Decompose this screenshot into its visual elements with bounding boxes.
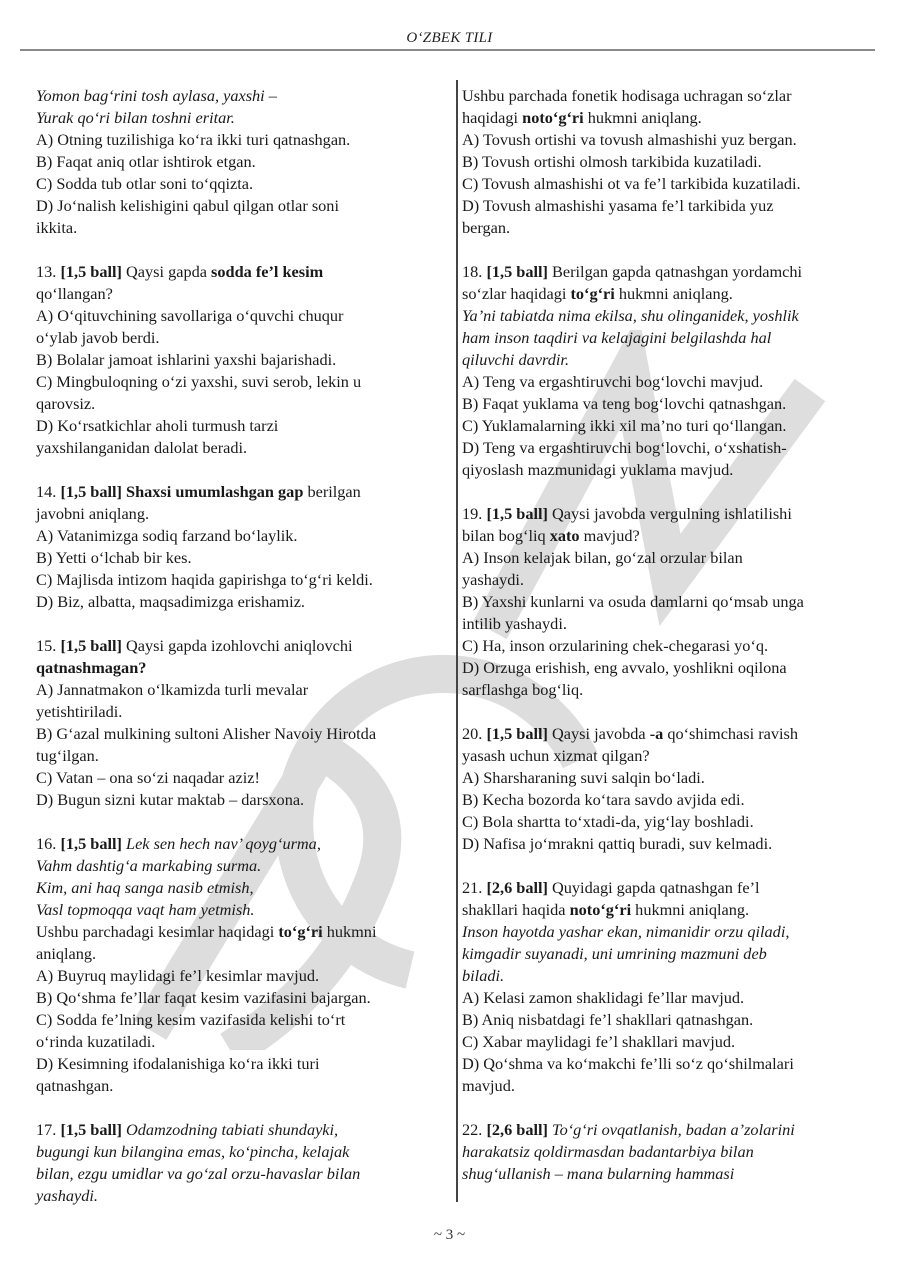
question-number: 14. [36,482,57,501]
question-points: [1,5 ball] [60,636,122,655]
option-a: A) Buyruq maylidagi fe’l kesimlar mavjud. [36,966,320,985]
option-b: B) Faqat aniq otlar ishtirok etgan. [36,152,256,171]
passage-line: harakatsiz qoldirmasdan badantarbiya bilan [462,1142,754,1161]
question-15: 15. [1,5 ball] Qaysi gapda izohlovchi aniqlovchi qatnashmagan? A) Jannatmakon o‘lkamizda turli mevalar yetishtiriladi. B) G‘azal mulkining sultoni Alisher Navoiy Hirotda tug‘ilgan. C) Vatan – ona so‘zi naqadar aziz! D) Bugun sizni kutar maktab – darsxona. [36,635,446,811]
passage-line: bilan, ezgu umidlar va go‘zal orzu-havaslar bilan [36,1164,361,1183]
option-b: B) Qo‘shma fe’llar faqat kesim vazifasini bajargan. [36,988,371,1007]
option-c: C) Ha, inson orzularining chek-chegarasi yo‘q. [462,636,769,655]
question-16: 16. [1,5 ball] Lek sen hech nav’ qoyg‘urma, Vahm dashtig‘a markabing surma. Kim, ani haq sanga nasib etmish, Vasl topmoqqa vaqt ham yetmish. Ushbu parchadagi kesimlar haqidagi to‘g‘ri hukmni aniqlang. A) Buyruq maylidagi fe’l kesimlar mavjud. B) Qo‘shma fe’llar faqat kesim vazifasini bajargan. C) Sodda fe’lning kesim vazifasida kelishi to‘rt o‘rinda kuzatiladi. D) Kesimning ifodalanishiga ko‘ra ikki turi qatnashgan. [36,833,446,1097]
page-number: ~ 3 ~ [433,1227,466,1243]
passage-line: ham inson taqdiri va kelajagini belgilashda hal [462,328,772,347]
question-points: [1,5 ball] [60,262,122,281]
passage-line: bugungi kun bilangina emas, ko‘pincha, kelajak [36,1142,350,1161]
option-b: B) Bolalar jamoat ishlarini yaxshi bajarishadi. [36,350,337,369]
option-d: D) Nafisa jo‘mrakni qattiq buradi, suv kelmadi. [462,834,773,853]
option-a: A) Otning tuzilishiga ko‘ra ikki turi qatnashgan. [36,130,351,149]
question-number: 20. [462,724,483,743]
question-points: [1,5 ball] [60,1120,122,1139]
question-number: 13. [36,262,57,281]
option-b: B) Aniq nisbatdagi fe’l shakllari qatnashgan. [462,1010,754,1029]
option-d: D) Qo‘shma va ko‘makchi fe’lli so‘z qo‘shilmalari [462,1054,794,1073]
option-b: B) Yetti o‘lchab bir kes. [36,548,192,567]
option-a: A) Vatanimizga sodiq farzand bo‘laylik. [36,526,298,545]
question-points: [1,5 ball] [60,482,122,501]
option-c: C) Yuklamalarning ikki xil ma’no turi qo‘llangan. [462,416,787,435]
option-c: C) Tovush almashishi ot va fe’l tarkibida kuzatiladi. [462,174,801,193]
question-number: 17. [36,1120,57,1139]
column-divider [456,80,458,1202]
question-prompt: 18. [1,5 ball] Berilgan gapda qatnashgan yordamchi [462,262,803,281]
passage-line: shug‘ullanish – mana bularning hammasi [462,1164,735,1183]
option-a: A) Teng va ergashtiruvchi bog‘lovchi mavjud. [462,372,764,391]
question-13: 13. [1,5 ball] Qaysi gapda sodda fe’l kesim qo‘llangan? A) O‘qituvchining savollariga o‘quvchi chuqur o‘ylab javob berdi. B) Bolalar jamoat ishlarini yaxshi bajarishadi. C) Mingbuloqning o‘zi yaxshi, suvi serob, lekin u qarovsiz. D) Ko‘rsatkichlar aholi turmush tarzi yaxshilanganidan dalolat beradi. [36,261,446,459]
question-22 [462,1119,882,1185]
question-prompt: 17. [1,5 ball] Odamzodning tabiati shundayki, [36,1120,339,1139]
option-c: C) Sodda tub otlar soni to‘qqizta. [36,174,254,193]
option-a: A) Inson kelajak bilan, go‘zal orzular bilan [462,548,743,567]
option-a: A) Jannatmakon o‘lkamizda turli mevalar [36,680,309,699]
question-prompt: 13. [1,5 ball] Qaysi gapda sodda fe’l kesim [36,262,324,281]
question-number: 15. [36,636,57,655]
question-prompt: 16. [1,5 ball] Lek sen hech nav’ qoyg‘urma, [36,834,321,853]
question-19: 19. [1,5 ball] Qaysi javobda vergulning ishlatilishi bilan bog‘liq xato mavjud? A) Inson kelajak bilan, go‘zal orzular bilan yashaydi. B) Yaxshi kunlarni va osuda damlarni qo‘msab unga intilib yashaydi. C) Ha, inson orzularining chek-chegarasi yo‘q. D) Orzuga erishish, eng avvalo, yoshlikni oqilona sarflashga bog‘liq. [462,503,882,701]
question-18: 18. [1,5 ball] Berilgan gapda qatnashgan yordamchi so‘zlar haqidagi to‘g‘ri hukmni aniqlang. Ya’ni tabiatda nima ekilsa, shu olinganidek, yoshlik ham inson taqdiri va kelajagini belgilashda hal qiluvchi davrdir. A) Teng va ergashtiruvchi bog‘lovchi mavjud. B) Faqat yuklama va teng bog‘lovchi qatnashgan. C) Yuklamalarning ikki xil ma’no turi qo‘llangan. D) Teng va ergashtiruvchi bog‘lovchi, o‘xshatish- qiyoslash mazmunidagi yuklama mavjud. [462,261,882,481]
left-column [36,85,446,1229]
option-d-cont: ikkita. [36,218,78,237]
option-b: B) Kecha bozorda ko‘tara savdo avjida edi. [462,790,745,809]
option-a: A) O‘qituvchining savollariga o‘quvchi chuqur [36,306,344,325]
question-points: [1,5 ball] [486,504,548,523]
option-d: D) Orzuga erishish, eng avvalo, yoshlikni oqilona [462,658,787,677]
page-header-title: O‘ZBEK TILI [406,30,493,46]
option-d: D) Biz, albatta, maqsadimizga erishamiz. [36,592,305,611]
right-column [462,85,882,1207]
question-prompt: 20. [1,5 ball] Qaysi javobda -a qo‘shimchasi ravish [462,724,798,743]
option-d: D) Kesimning ifodalanishiga ko‘ra ikki turi [36,1054,320,1073]
verse-line: Vahm dashtig‘a markabing surma. [36,856,262,875]
question-number: 16. [36,834,57,853]
question-number: 19. [462,504,483,523]
question-17-continued: Ushbu parchada fonetik hodisaga uchragan so‘zlar haqidagi noto‘g‘ri hukmni aniqlang. A) Tovush ortishi va tovush almashishi yuz bergan. B) Tovush ortishi olmosh tarkibida kuzatiladi. C) Tovush almashishi ot va fe’l tarkibida kuzatiladi. D) Tovush almashishi yasama fe’l tarkibida yuz bergan. [462,85,882,239]
question-number: 18. [462,262,483,281]
question-17 [36,1119,446,1207]
question-prompt: 21. [2,6 ball] Quyidagi gapda qatnashgan fe’l [462,878,760,897]
option-a: A) Tovush ortishi va tovush almashishi yuz bergan. [462,130,797,149]
option-c: C) Xabar maylidagi fe’l shakllari mavjud. [462,1032,736,1051]
passage-line: Yurak qo‘ri bilan toshni eritar. [36,108,235,127]
option-c: C) Bola shartta to‘xtadi-da, yig‘lay boshladi. [462,812,754,831]
option-b: B) Tovush ortishi olmosh tarkibida kuzatiladi. [462,152,762,171]
option-b: B) Yaxshi kunlarni va osuda damlarni qo‘msab unga [462,592,804,611]
question-number: 22. [462,1120,483,1139]
question-points: [1,5 ball] [486,724,548,743]
question-prompt: 22. [2,6 ball] To‘g‘ri ovqatlanish, badan a’zolarini [462,1120,795,1139]
option-c: C) Mingbuloqning o‘zi yaxshi, suvi serob, lekin u [36,372,362,391]
option-d: D) Bugun sizni kutar maktab – darsxona. [36,790,305,809]
question-points: [1,5 ball] [60,834,122,853]
question-21: 21. [2,6 ball] Quyidagi gapda qatnashgan fe’l shakllari haqida noto‘g‘ri hukmni aniqlang. Inson hayotda yashar ekan, nimanidir orzu qiladi, kimgadir suyanadi, uni umrining mazmuni deb biladi. A) Kelasi zamon shaklidagi fe’llar mavjud. B) Aniq nisbatdagi fe’l shakllari qatnashgan. C) Xabar maylidagi fe’l shakllari mavjud. D) Qo‘shma va ko‘makchi fe’lli so‘z qo‘shilmalari mavjud. [462,877,882,1097]
question-number: 21. [462,878,483,897]
verse-line: Kim, ani haq sanga nasib etmish, [36,878,254,897]
option-b: B) Faqat yuklama va teng bog‘lovchi qatnashgan. [462,394,787,413]
question-12-continued [36,85,446,239]
option-d: D) Jo‘nalish kelishigini qabul qilgan otlar soni [36,196,339,215]
passage-line: qiluvchi davrdir. [462,350,570,369]
question-points: [2,6 ball] [486,1120,548,1139]
passage-line: Ya’ni tabiatda nima ekilsa, shu olinganidek, yoshlik [462,306,799,325]
passage-line: biladi. [462,966,505,985]
question-points: [2,6 ball] [486,878,548,897]
option-c: C) Sodda fe’lning kesim vazifasida kelishi to‘rt [36,1010,346,1029]
passage-line: Yomon bag‘rini tosh aylasa, yaxshi – [36,86,277,105]
question-prompt: 14. [1,5 ball] Shaxsi umumlashgan gap berilgan [36,482,361,501]
option-b: B) G‘azal mulkining sultoni Alisher Navoiy Hirotda [36,724,377,743]
question-prompt: 15. [1,5 ball] Qaysi gapda izohlovchi aniqlovchi [36,636,353,655]
question-prompt: 19. [1,5 ball] Qaysi javobda vergulning ishlatilishi [462,504,792,523]
passage-line: Inson hayotda yashar ekan, nimanidir orzu qiladi, [462,922,790,941]
option-d: D) Ko‘rsatkichlar aholi turmush tarzi [36,416,279,435]
option-d: D) Teng va ergashtiruvchi bog‘lovchi, o‘xshatish- [462,438,787,457]
verse-line: Vasl topmoqqa vaqt ham yetmish. [36,900,255,919]
passage-line: yashaydi. [36,1186,98,1205]
option-d: D) Tovush almashishi yasama fe’l tarkibida yuz [462,196,774,215]
question-points: [1,5 ball] [486,262,548,281]
question-20: 20. [1,5 ball] Qaysi javobda -a qo‘shimchasi ravish yasash uchun xizmat qilgan? A) Sharsharaning suvi salqin bo‘ladi. B) Kecha bozorda ko‘tara savdo avjida edi. C) Bola shartta to‘xtadi-da, yig‘lay boshladi. D) Nafisa jo‘mrakni qattiq buradi, suv kelmadi. [462,723,882,855]
option-c: C) Vatan – ona so‘zi naqadar aziz! [36,768,260,787]
option-a: A) Kelasi zamon shaklidagi fe’llar mavjud. [462,988,745,1007]
option-c: C) Majlisda intizom haqida gapirishga to‘g‘ri keldi. [36,570,373,589]
passage-line: kimgadir suyanadi, uni umrining mazmuni deb [462,944,767,963]
header-rule [20,49,875,51]
question-14: 14. [1,5 ball] Shaxsi umumlashgan gap berilgan javobni aniqlang. A) Vatanimizga sodiq farzand bo‘laylik. B) Yetti o‘lchab bir kes. C) Majlisda intizom haqida gapirishga to‘g‘ri keldi. D) Biz, albatta, maqsadimizga erishamiz. [36,481,446,613]
option-a: A) Sharsharaning suvi salqin bo‘ladi. [462,768,705,787]
